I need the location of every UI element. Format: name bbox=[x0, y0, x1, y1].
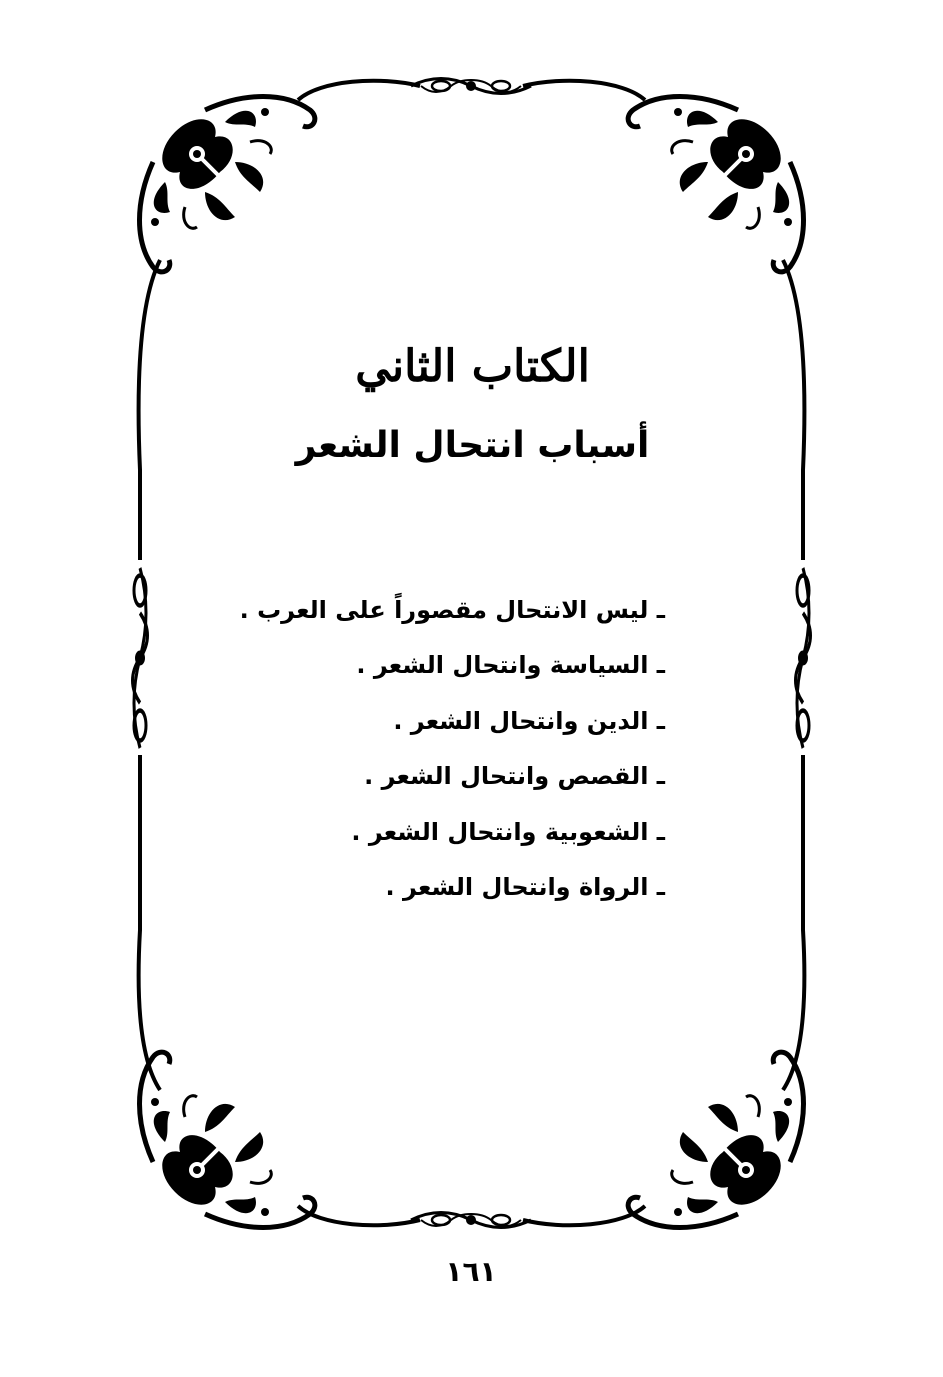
corner-ornament-bottom-left bbox=[140, 1052, 315, 1227]
list-item: ـ الدين وانتحال الشعر . bbox=[393, 706, 665, 735]
topics-list bbox=[239, 583, 665, 915]
book-title: أسباب انتحال الشعر bbox=[295, 425, 650, 466]
book-heading: الكتاب الثاني bbox=[355, 341, 590, 392]
list-item: ـ ليس الانتحال مقصوراً على العرب . bbox=[239, 596, 665, 624]
list-item: ـ الرواة وانتحال الشعر . bbox=[385, 872, 665, 901]
list-item: ـ الشعوبية وانتحال الشعر . bbox=[351, 817, 665, 846]
corner-ornament-top-right bbox=[628, 97, 803, 272]
list-item: ـ السياسة وانتحال الشعر . bbox=[356, 651, 665, 680]
corner-ornament-bottom-right bbox=[628, 1052, 803, 1227]
page-number: ١٦١ bbox=[445, 1255, 497, 1288]
list-item: ـ القصص وانتحال الشعر . bbox=[364, 762, 665, 791]
corner-ornament-top-left bbox=[140, 97, 315, 272]
